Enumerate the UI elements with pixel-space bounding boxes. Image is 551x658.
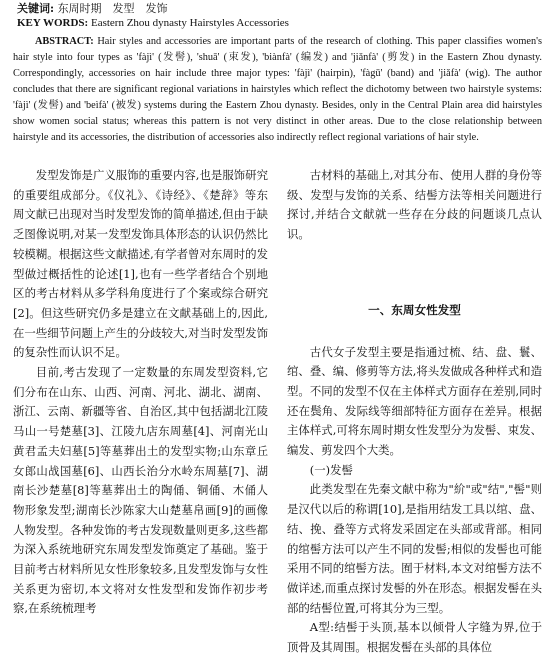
keywords-cn-terms: 东周时期 发型 发饰: [57, 2, 168, 15]
keywords-en: [17, 16, 547, 30]
body-paragraph: A型:结髻于头顶,基本以倾骨人字缝为界,位于顶骨及其周围。根据发髻在头部的具体位: [287, 620, 542, 655]
subsection-heading: (一)发髻: [309, 462, 353, 477]
keywords-cn-label: 关键词:: [17, 2, 55, 15]
right-column: [287, 166, 542, 658]
keywords-en-terms: Eastern Zhou dynasty Hairstyles Accessories: [90, 17, 289, 29]
abstract-label: ABSTRACT:: [35, 36, 94, 47]
abstract: [13, 34, 542, 146]
abstract-text: Hair styles and accessories are important parts of the research of clothing. This paper classifies women's hair style into four types as 'fàjì' (发髻), 'shuā' (束发), 'biànfà' (编发) and 'jiǎnfà' (剪发) in the Eastern Zhou dynasty. Correspondingly, accessories on hair include three major types: 'fàjì' (hairpin), 'fàgū' (band) and 'jiǎfà' (wig). The author concludes that there are significant regional variations in hairstyles which reflect the dichotomy between two hairstyle systems: 'fàjì' (发髻) and 'beìfà' (被发) systems during the Eastern Zhou dynasty. Besides, only in the Central Plain area did hairstyles show women social status; whereas this pattern is not very distinct in other areas. Due to the close relationship between hairstyle and its accessories, the distribution of accessories also indirectly reflect regional variations of hair style.: [13, 36, 542, 143]
body-paragraph: 目前,考古发现了一定数量的东周发型资料,它们分布在山东、山西、河南、河北、湖北、湖南、浙江、云南、新疆等省、自治区,其中包括湖北江陵马山一号楚墓[3]、江陵九店东周墓[4]、河南光山黄君孟夫妇墓[5]等墓葬出土的发型实物;山东章丘女郎山战国墓[6]、山西长治分水岭东周墓[7]、湖南长沙楚墓[8]等墓葬出土的陶俑、铜俑、木俑人物形象发型;湖南长沙陈家大山楚墓帛画[9]的画像人物发型。各种发饰的考古发现数量则更多,这些都为深入系统地研究东周发型发饰奠定了基础。鉴于目前考古材料所见女性形象较多,且发型发饰与女性关系更为密切,本文将对女性发型和发饰作初步考察,在系统梳理考: [13, 365, 268, 616]
keywords-en-label: KEY WORDS:: [17, 17, 89, 29]
section-heading: 一、东周女性发型: [368, 302, 461, 317]
body-paragraph: 发型发饰是广义服饰的重要内容,也是服饰研究的重要组成部分。《仪礼》、《诗经》、《楚辞》等东周文献已出现对当时发型发饰的简单描述,但由于缺乏图像说明,对某一发型发饰具体形态的认识仍然比较模糊。根据这些文献描述,有学者曾对东周时的发型做过概括性的论述[1],也有一些学者结合个别地区的考古材料从多学科角度进行了个案或综合研究[2]。但这些研究仍多是建立在文献基础上的,因此,在一些细节问题上产生的分歧较大,对当时发型发饰的复杂性而认识不足。: [13, 168, 268, 360]
keywords-cn: [17, 2, 537, 16]
left-column: [13, 166, 268, 619]
body-paragraph: 古材料的基础上,对其分布、使用人群的身份等级、发型与发饰的关系、结髻方法等相关问题进行探讨,并结合文献就一些存在分歧的问题谈几点认识。: [287, 168, 542, 242]
body-paragraph: 此类发型在先秦文献中称为"紒"或"结","髻"则是汉代以后的称谓[10],是指用结发工具以绾、盘、结、挽、叠等方式将发采固定在头部或背部。相同的绾髻方法可以产生不同的发髻;相似的发髻也可能采用不同的绾髻方法。囿于材料,本文对绾髻方法不做详述,而重点探讨发髻的外在形态。根据发髻在头部的结髻位置,可将其分为三型。: [287, 482, 542, 615]
body-paragraph: 古代女子发型主要是指通过梳、结、盘、鬟、绾、叠、编、修剪等方法,将头发做成各种样式和造型。不同的发型不仅在主体样式方面存在差别,同时还在鬓角、发际线等细部特征方面存在差异。根据主体样式,可将东周时期女性发型分为发髻、束发、编发、剪发四个大类。: [287, 344, 542, 458]
